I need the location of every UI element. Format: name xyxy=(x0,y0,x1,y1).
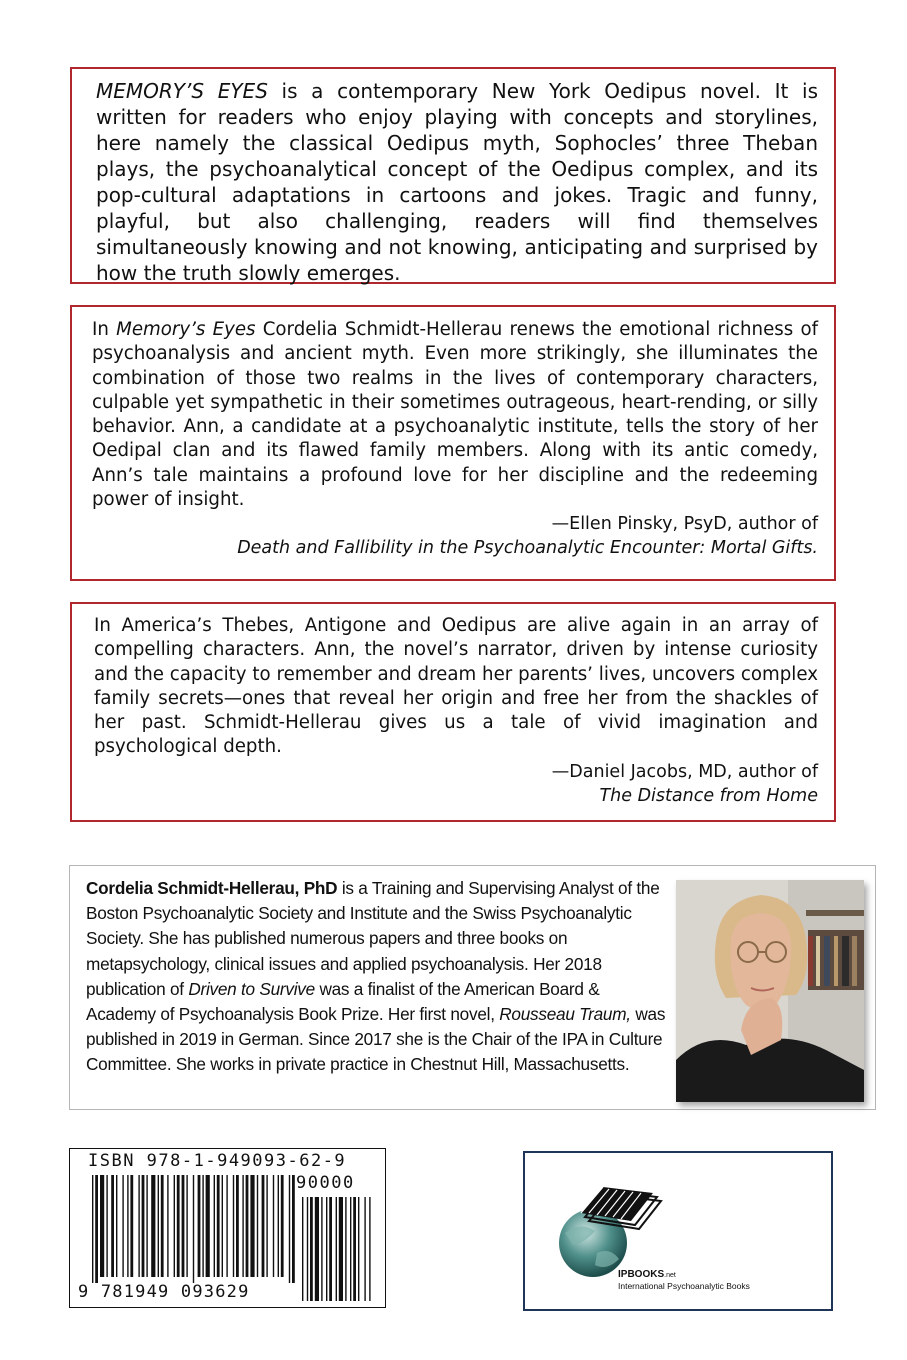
isbn-label: ISBN 978-1-949093-62-9 xyxy=(88,1151,347,1171)
review-box-jacobs xyxy=(70,602,836,822)
review-text: In America’s Thebes, Antigone and Oedipus are alive again in an array of compelling characters. Ann, the novel’s narrator, driven by intense curiosity and the capacity to remember and dream her parents’ lives, uncovers complex family secrets—ones that reveal her origin and free her from the shackles of her past. Schmidt-Hellerau gives us a tale of vivid imagination and psychological depth. xyxy=(94,615,818,758)
publisher-tagline: International Psychoanalytic Books xyxy=(618,1281,750,1291)
barcode-addon-digits: 90000 xyxy=(296,1173,355,1193)
synopsis-box xyxy=(70,67,836,284)
review-book-title: The Distance from Home xyxy=(599,785,818,806)
author-bio-text: Cordelia Schmidt-Hellerau, PhD is a Training and Supervising Analyst of the Boston Psychoanalytic Society and Institute and the Swiss Psychoanalytic Society. She has published numerous papers and three books on metapsychology, clinical issues and applied psychoanalysis. Her 2018 publication of Driven to Survive was a finalist of the American Board & Academy of Psychoanalysis Book Prize. Her first novel, Rousseau Traum, was published in 2019 in German. Since 2017 she is the Chair of the IPA in Culture Committee. She works in private practice in Chestnut Hill, Massachusetts. xyxy=(86,878,666,1075)
review-attribution: —Daniel Jacobs, MD, author of xyxy=(551,761,818,782)
barcode-digits: 9 781949 093629 xyxy=(78,1282,250,1302)
author-photo xyxy=(676,880,864,1102)
synopsis-text: MEMORY’S EYES is a contemporary New York Oedipus novel. It is written for readers who enjoy playing with concepts and storylines, here namely the classical Oedipus myth, Sophocles’ three Theban plays, the psychoanalytical concept of the Oedipus complex, and its pop-cultural adaptations in cartoons and jokes. Tragic and funny, playful, but also challenging, readers will find themselves simultaneously knowing and not knowing, anticipating and surprised by how the truth slowly emerges. xyxy=(96,79,819,285)
publisher-name: IPBOOKS.net xyxy=(618,1269,676,1280)
review-attribution: —Ellen Pinsky, PsyD, author of xyxy=(551,514,818,535)
review-book-title: Death and Fallibility in the Psychoanalytic Encounter: Mortal Gifts. xyxy=(237,538,818,559)
review-text: In Memory’s Eyes Cordelia Schmidt-Hellerau renews the emotional richness of psychoanalysis and ancient myth. Even more strikingly, she illuminates the combination of those two realms in the lives of contemporary characters, culpable yet sympathetic in their sometimes outrageous, heart-rending, or silly behavior. Ann, a candidate at a psychoanalytic institute, tells the story of her Oedipal clan and its flawed family members. Along with its antic comedy, Ann’s tale maintains a profound love for her discipline and the redeeming power of insight. xyxy=(92,319,818,511)
author-name: Cordelia Schmidt-Hellerau, PhD xyxy=(86,878,338,898)
isbn-barcode xyxy=(69,1148,386,1308)
author-bio-box xyxy=(69,865,876,1110)
publisher-logo-box xyxy=(523,1151,833,1311)
review-box-pinsky xyxy=(70,305,836,581)
synopsis-title: MEMORY’S EYES xyxy=(96,79,268,103)
